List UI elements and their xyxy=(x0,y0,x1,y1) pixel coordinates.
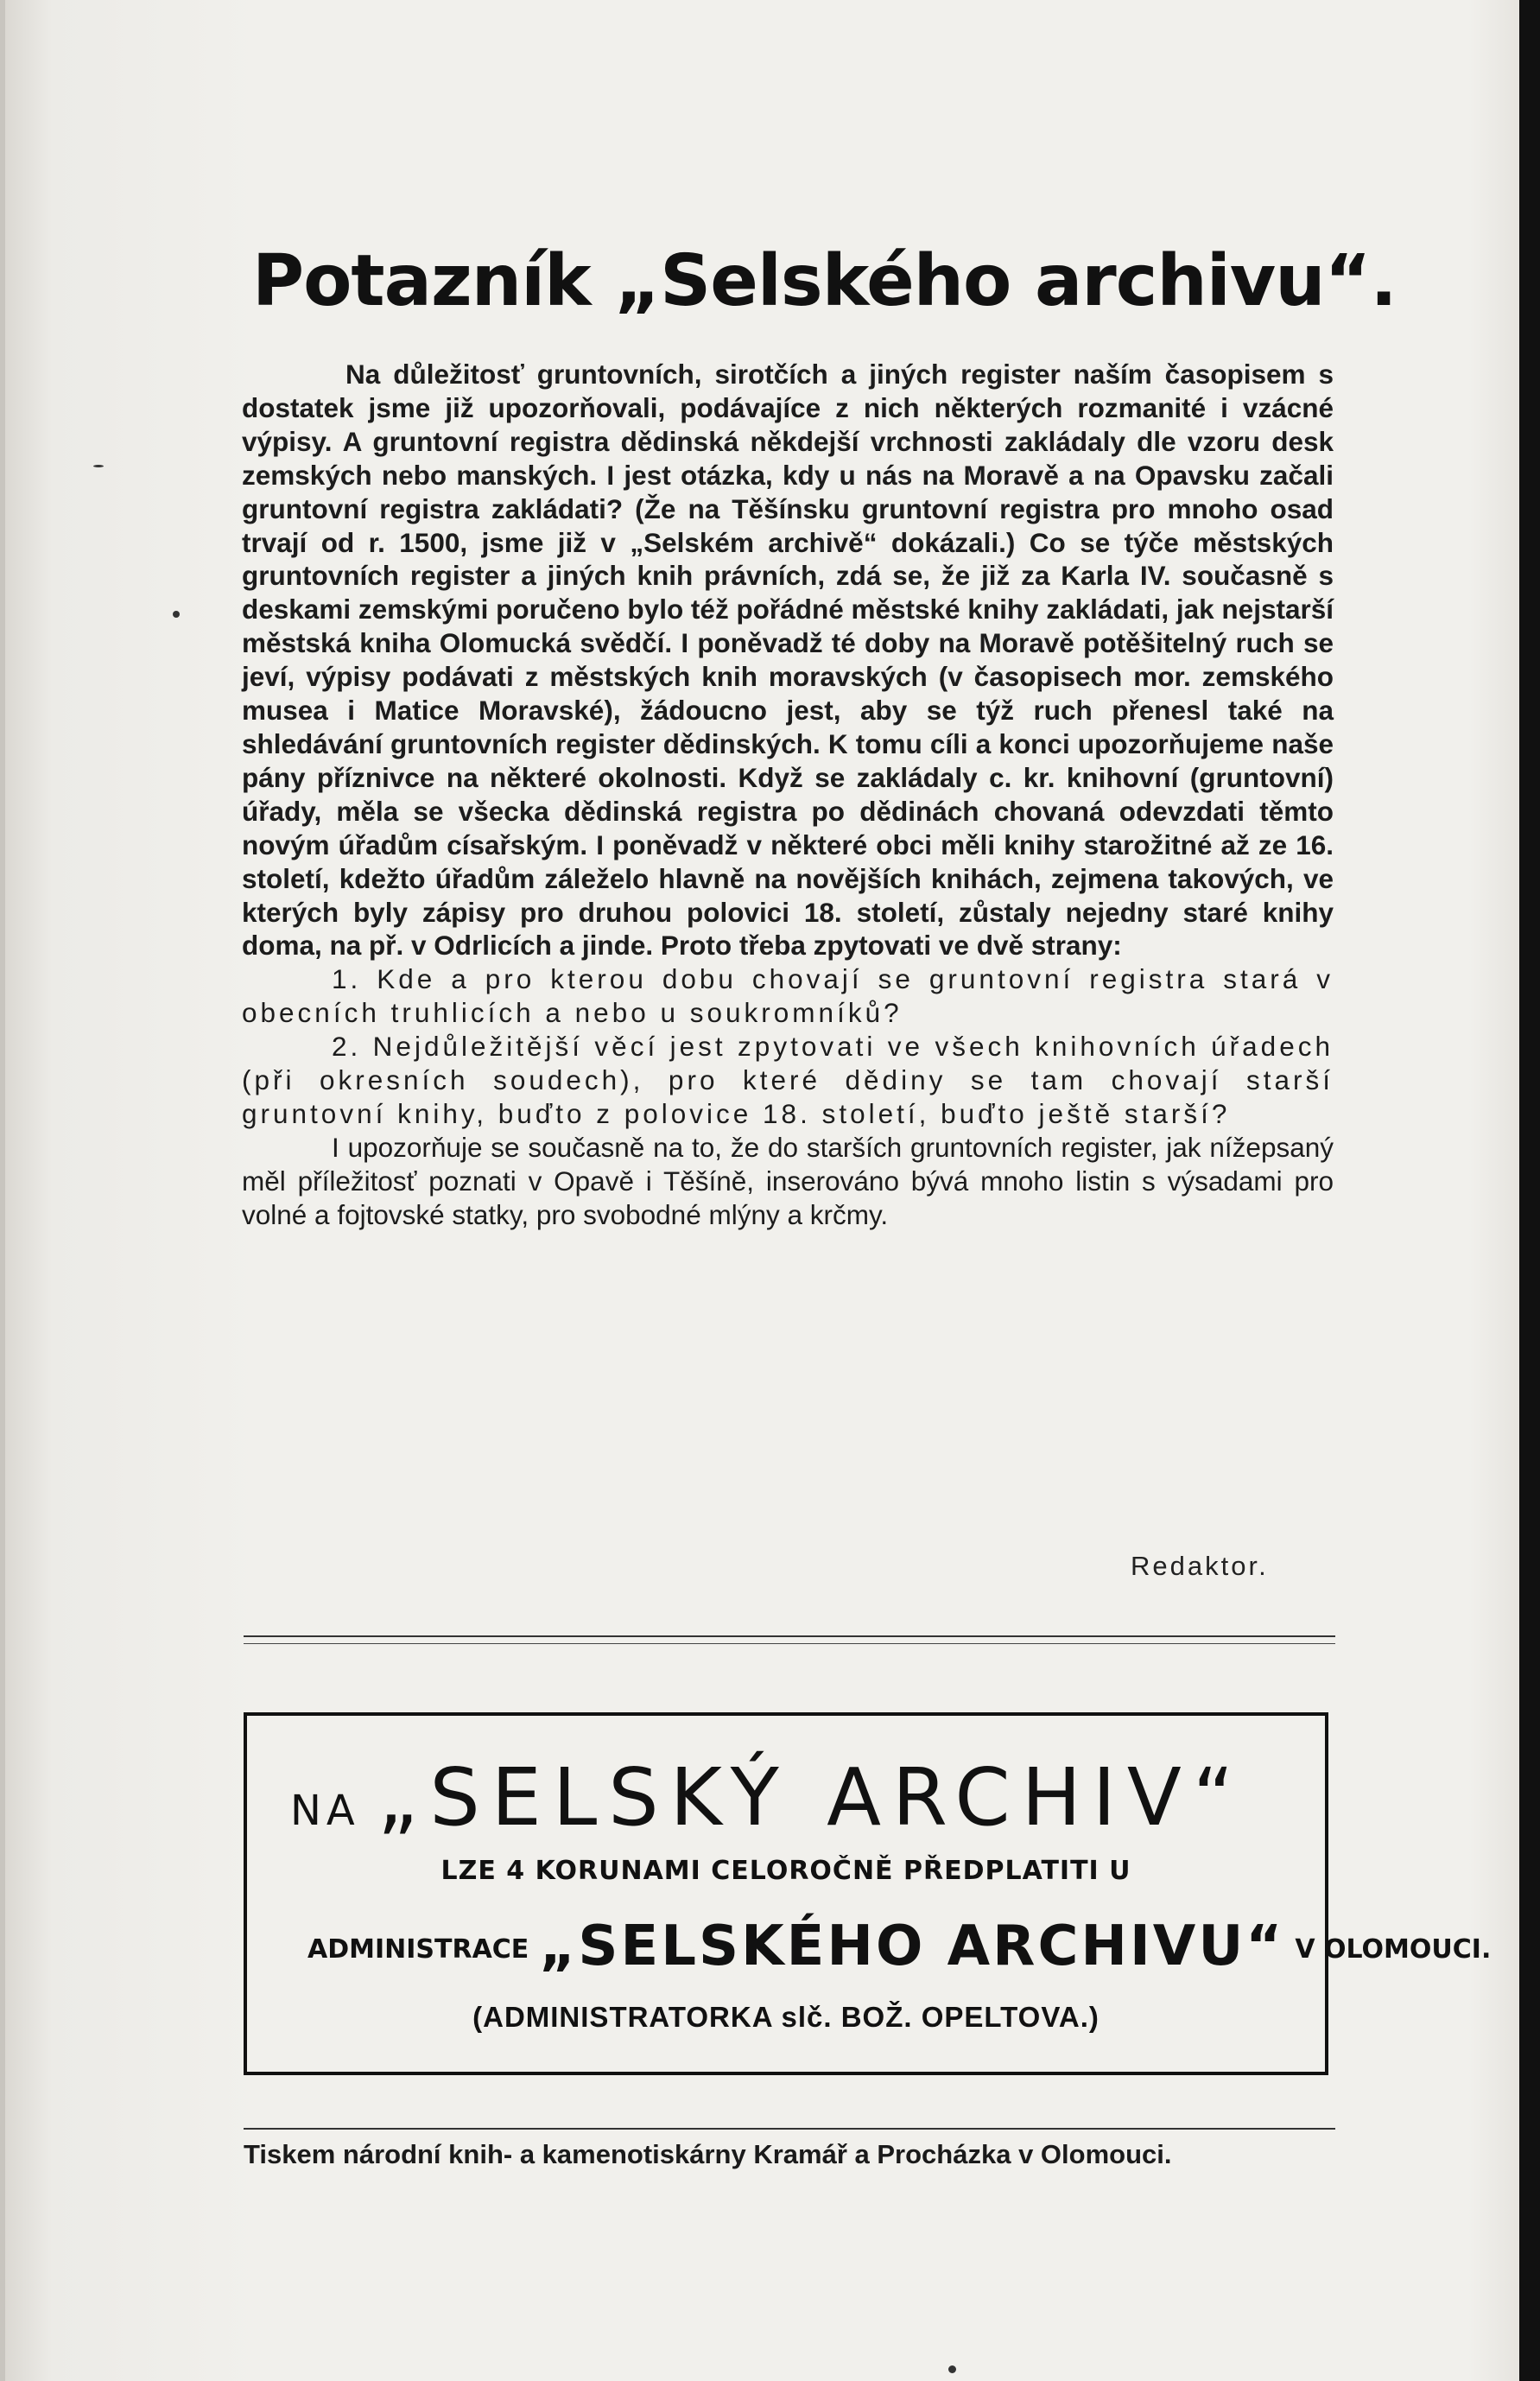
scan-speck xyxy=(93,465,104,467)
ad-administration-label: ADMINISTRACE xyxy=(307,1934,529,1965)
article-body xyxy=(242,358,1334,1232)
ad-administrator: (ADMINISTRATORKA slč. BOŽ. OPELTOVA.) xyxy=(472,2001,1100,2033)
page-right-edge xyxy=(1519,0,1540,2381)
ad-headline xyxy=(290,1750,1283,1858)
ad-headline-prefix: NA xyxy=(290,1787,360,1835)
article-paragraph: Na důležitosť gruntovních, sirotčích a jiných register naším časopisem s dostatek jsme již upozorňovali, podávajíce z nich některých rozmanité i vzácné výpisy. A gruntovní registra dědinská někdejší vrchnosti zakládaly dle vzoru desk zemských nebo manských. I jest otázka, kdy u nás na Moravě a na Opavsku začali gruntovní registra zakládati? (Že na Těšínsku gruntovní registra pro mnoho osad trvají od r. 1500, jsme již v „Selském archivě“ dokázali.) Co se týče městských gruntovních register a jiných knih právních, zdá se, že již za Karla IV. současně s deskami zemskými poručeno bylo též pořádné městské knihy zakládati, jak nejstarší městská kniha Olomucká svědčí. I poněvadž té doby na Moravě potěšitelný ruch se jeví, výpisy podávati z městských knih moravských (v časopisech mor. zemského musea i Matice Moravské), žádoucno jest, aby se týž ruch přenesl také na shledávání gruntovních register dědinských. K tomu cíli a konci upozorňujeme naše pány příznivce na některé okolnosti. Když se zakládaly c. kr. knihovní (gruntovní) úřady, měla se všecka dědinská registra po dědinách chovaná odevzdati těmto novým úřadům císařským. I poněvadž v některé obci měli knihy starožitné až ze 16. století, kdežto úřadům záleželo hlavně na novějších knihách, zejmena takových, ve kterých byly zápisy pro druhou polovici 18. století, zůstaly nejedny staré knihy doma, na př. v Odrlicích a jinde. Proto třeba zpytovati ve dvě strany: xyxy=(242,359,1334,962)
ad-journal-name: „SELSKÉHO ARCHIVU“ xyxy=(539,1914,1285,1978)
ad-administration-line xyxy=(307,1914,1492,1978)
page-left-shadow xyxy=(0,0,5,2381)
subscription-ad-box xyxy=(244,1712,1492,2075)
divider-top-2 xyxy=(244,1643,1335,1644)
ad-city: V OLOMOUCI. xyxy=(1295,1934,1492,1965)
question-1: 1. Kde a pro kterou dobu chovají se gruntovní registra stará v obecních truhlicích a nebo u soukromníků? xyxy=(242,963,1334,1029)
scan-speck xyxy=(173,611,180,618)
divider-top xyxy=(244,1635,1335,1637)
article-title: Potazník „Selského archivu“. xyxy=(252,240,1397,322)
question-2: 2. Nejdůležitější věcí jest zpytovati ve všech knihovních úřadech (při okresních soudech), pro které dědiny se tam chovají starší gruntovní knihy, buďto z polovice 18. století, buďto ještě starší? xyxy=(242,1031,1334,1129)
closing-paragraph: I upozorňuje se současně na to, že do starších gruntovních register, jak nížepsaný měl příležitosť poznati v Opavě i Těšíně, inserováno bývá mnoho listin s výsadami pro volné a fojtovské statky, pro svobodné mlýny a krčmy. xyxy=(242,1131,1334,1230)
printer-footer: Tiskem národní knih- a kamenotiskárny Kramář a Procházka v Olomouci. xyxy=(244,2139,1172,2169)
ad-subscription-line: LZE 4 KORUNAMI CELOROČNĚ PŘEDPLATITI U xyxy=(440,1856,1131,1886)
scan-speck xyxy=(948,2365,956,2373)
signature: Redaktor. xyxy=(1131,1551,1269,1581)
ad-headline-title: „SELSKÝ ARCHIV“ xyxy=(377,1751,1245,1844)
divider-bottom xyxy=(244,2128,1335,2130)
